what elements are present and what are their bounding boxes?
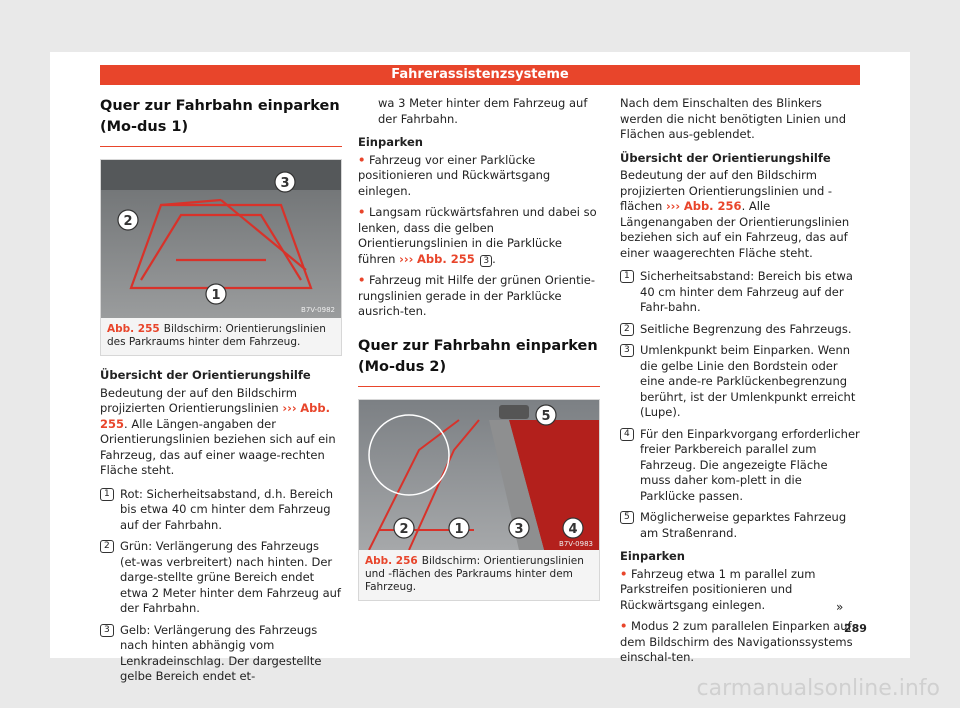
caption-text: Bildschirm: Orientierungslinien des Parkraums hinter dem Fahrzeug. bbox=[107, 323, 326, 348]
camera-image-modus-1 bbox=[101, 160, 341, 318]
bullet-item: • Langsam rückwärtsfahren und dabei so lenken, dass die gelben Orientierungslinien in die Parklücke führen ››› Abb. 255 3 . bbox=[358, 205, 597, 266]
intro-paragraph: Nach dem Einschalten des Blinkers werden die nicht benötigten Linien und Flächen aus-geblendet. bbox=[620, 96, 847, 141]
bullet-item: • Fahrzeug mit Hilfe der grünen Orientie-rungslinien gerade in der Parklücke ausrich-ten. bbox=[358, 273, 596, 318]
bullet-item: • Fahrzeug etwa 1 m parallel zum Parkstreifen positionieren und Rückwärtsgang einlegen. bbox=[620, 566, 816, 612]
caption-text: Bildschirm: Orientierungslinien und -flächen des Parkraums hinter dem Fahrzeug. bbox=[365, 554, 584, 593]
column-3 bbox=[620, 96, 860, 672]
bullet-item: • Modus 2 zum parallelen Einparken auf dem Bildschirm des Navigationssystems einschal-ten. bbox=[620, 619, 853, 664]
ref-abb-255[interactable]: Abb. 255 bbox=[417, 251, 475, 266]
caption-label: Abb. 255 bbox=[107, 323, 160, 335]
list-item: 1 Rot: Sicherheitsabstand, d.h. Bereich bis etwa 40 cm hinter dem Fahrzeug auf der Fahrbahn. bbox=[100, 487, 342, 534]
svg-text:2: 2 bbox=[399, 521, 409, 537]
callout-2-label: 2 bbox=[123, 214, 133, 229]
section-header: Fahrerassistenzsysteme bbox=[100, 65, 860, 85]
svg-text:1: 1 bbox=[454, 521, 464, 537]
subhead-einparken: Einparken bbox=[620, 549, 685, 563]
figure-255 bbox=[100, 159, 342, 356]
subhead-orientierung: Übersicht der Orientierungshilfe bbox=[100, 368, 311, 382]
list-item: 5 Möglicherweise geparktes Fahrzeug am Straßenrand. bbox=[620, 510, 860, 541]
watermark: carmanualsonline.info bbox=[696, 676, 940, 701]
continued-text: wa 3 Meter hinter dem Fahrzeug auf der Fahrbahn. bbox=[378, 96, 588, 126]
subhead-einparken: Einparken bbox=[358, 135, 423, 149]
column-2 bbox=[358, 96, 600, 613]
figure-code: B7V-0982 bbox=[301, 306, 335, 314]
figure-256 bbox=[358, 399, 600, 601]
continue-marker: » bbox=[836, 600, 844, 614]
subhead-orientierung: Übersicht der Orientierungshilfe bbox=[620, 150, 831, 165]
ref-abb-255[interactable]: Abb. 255 bbox=[100, 401, 330, 431]
list-item: 4 Für den Einparkvorgang erforderlicher freier Parkbereich parallel zum Fahrzeug. Die angezeigte Fläche muss daher kom-plett in die Parklücke passen. bbox=[620, 427, 860, 505]
list-item: 3 Umlenkpunkt beim Einparken. Wenn die gelbe Linie den Bordstein oder eine ande-re Parklückenbegrenzung berührt, ist der Umlenkpunkt erreicht (Lupe). bbox=[620, 343, 860, 421]
heading-modus-2: Quer zur Fahrbahn einparken (Mo-dus 2) bbox=[358, 336, 600, 387]
figure-code: B7V-0983 bbox=[559, 539, 593, 548]
page-number: 289 bbox=[844, 622, 867, 635]
bullet-item: • Fahrzeug vor einer Parklücke positionieren und Rückwärtsgang einlegen. bbox=[358, 152, 551, 198]
heading-modus-1: Quer zur Fahrbahn einparken (Mo-dus 1) bbox=[100, 96, 342, 147]
caption-label: Abb. 256 bbox=[365, 554, 418, 567]
svg-text:5: 5 bbox=[541, 408, 551, 424]
column-1 bbox=[100, 96, 342, 691]
intro-paragraph: Bedeutung der auf den Bildschirm projizierten Orientierungslinien ››› Abb. 255. Alle Längen-angaben der Orientierungslinien beziehen sich auf ein Fahrzeug, das auf einer waage-rechten Fläche steht. bbox=[100, 385, 336, 477]
caption-255 bbox=[101, 318, 341, 355]
caption-256 bbox=[359, 550, 599, 600]
list-item: 2 Seitliche Begrenzung des Fahrzeugs. bbox=[620, 322, 860, 338]
callout-3-label: 3 bbox=[280, 176, 290, 191]
camera-image-modus-2 bbox=[359, 400, 599, 550]
svg-text:3: 3 bbox=[514, 521, 524, 537]
list-item: 3 Gelb: Verlängerung des Fahrzeugs nach hinten abhängig vom Lenkradeinschlag. Der dargestellte gelbe Bereich endet et- bbox=[100, 623, 342, 685]
definition-paragraph: Bedeutung der auf den Bildschirm projizierten Orientierungslinien und -flächen ››› Abb. 256. Alle Längenangaben der Orientierungslinien beziehen sich auf ein Fahrzeug, das auf einer waagerechten Fläche steht. bbox=[620, 168, 850, 260]
ref-abb-256[interactable]: Abb. 256 bbox=[683, 199, 742, 213]
callout-1-label: 1 bbox=[211, 288, 221, 303]
svg-text:4: 4 bbox=[568, 521, 578, 537]
list-item: 2 Grün: Verlängerung des Fahrzeugs (et-was verbreitert) nach hinten. Der darge-stellte grüne Bereich endet etwa 2 Meter hinter dem Fahrzeug auf der Fahrbahn. bbox=[100, 539, 342, 617]
list-item: 1 Sicherheitsabstand: Bereich bis etwa 40 cm hinter dem Fahrzeug auf der Fahr-bahn. bbox=[620, 269, 860, 316]
